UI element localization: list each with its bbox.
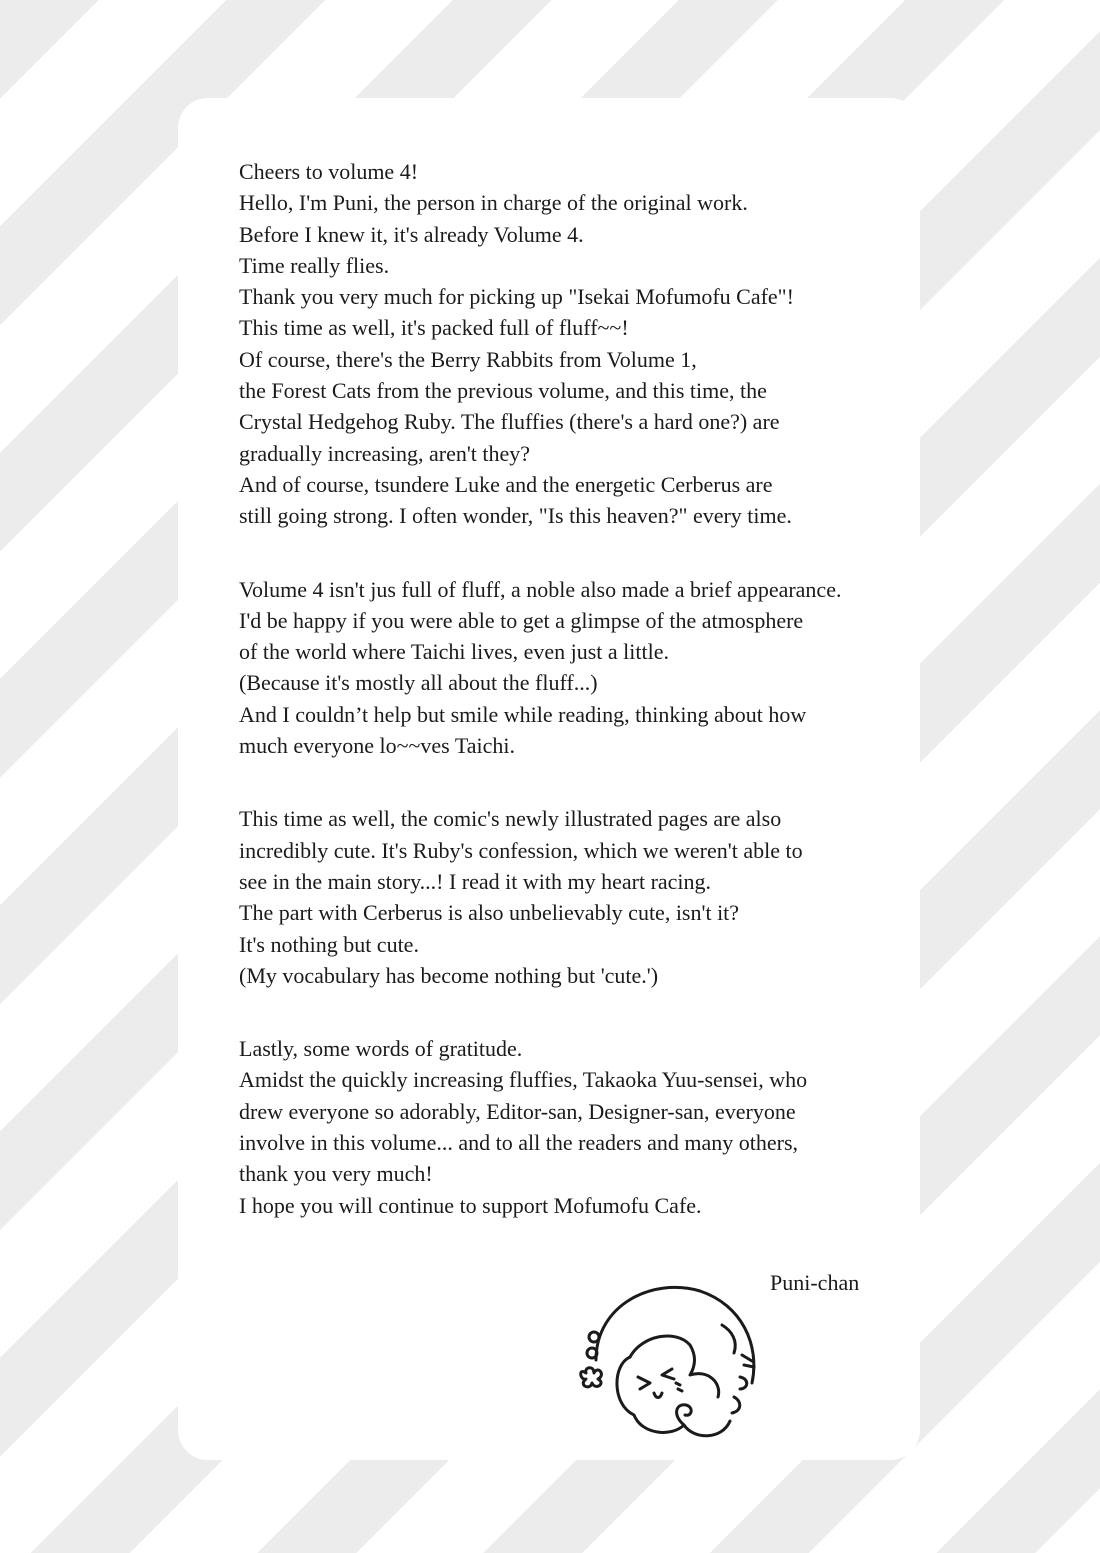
paragraph-3 (239, 803, 959, 991)
text-line: Thank you very much for picking up "Isekai Mofumofu Cafe"! (239, 284, 794, 310)
text-line: (My vocabulary has become nothing but 'cute.') (239, 962, 659, 988)
text-line: see in the main story...! I read it with my heart racing. (239, 868, 712, 894)
text-line: Before I knew it, it's already Volume 4. (239, 221, 584, 247)
paragraph-2 (239, 574, 959, 762)
text-line: Hello, I'm Puni, the person in charge of the original work. (239, 190, 748, 216)
text-line: gradually increasing, aren't they? (239, 440, 531, 466)
text-line: Amidst the quickly increasing fluffies, Takaoka Yuu-sensei, who (239, 1067, 808, 1093)
signature-name: Puni-chan (770, 1270, 860, 1295)
text-line: still going strong. I often wonder, "Is this heaven?" every time. (239, 503, 792, 529)
text-line: And I couldn’t help but smile while reading, thinking about how (239, 701, 807, 727)
text-line: drew everyone so adorably, Editor-san, Designer-san, everyone (239, 1098, 796, 1124)
text-line: It's nothing but cute. (239, 931, 419, 957)
text-line: I hope you will continue to support Mofumofu Cafe. (239, 1192, 702, 1218)
text-line: incredibly cute. It's Ruby's confession, which we weren't able to (239, 837, 803, 863)
paragraph-4 (239, 1033, 959, 1221)
text-line: involve in this volume... and to all the readers and many others, (239, 1130, 799, 1156)
text-line: The part with Cerberus is also unbelievably cute, isn't it? (239, 900, 740, 926)
text-line: This time as well, it's packed full of fluff~~! (239, 315, 629, 341)
text-line: Time really flies. (239, 252, 390, 278)
text-line: much everyone lo~~ves Taichi. (239, 733, 515, 759)
text-line: Volume 4 isn't jus full of fluff, a noble also made a brief appearance. (239, 576, 842, 602)
text-line: And of course, tsundere Luke and the energetic Cerberus are (239, 471, 773, 497)
text-line: I'd be happy if you were able to get a glimpse of the atmosphere (239, 607, 804, 633)
text-line: This time as well, the comic's newly illustrated pages are also (239, 806, 782, 832)
puni-face-doodle-icon (572, 1265, 772, 1455)
text-line: Cheers to volume 4! (239, 159, 419, 184)
text-line: Crystal Hedgehog Ruby. The fluffies (there's a hard one?) are (239, 409, 780, 435)
afterword-text (239, 156, 959, 1263)
text-line: Of course, there's the Berry Rabbits from Volume 1, (239, 346, 697, 372)
text-line: (Because it's mostly all about the fluff...) (239, 670, 598, 696)
text-line: thank you very much! (239, 1161, 433, 1187)
text-line: the Forest Cats from the previous volume, and this time, the (239, 378, 767, 404)
text-line: Lastly, some words of gratitude. (239, 1036, 523, 1062)
paragraph-1 (239, 156, 959, 532)
text-line: of the world where Taichi lives, even just a little. (239, 639, 669, 665)
